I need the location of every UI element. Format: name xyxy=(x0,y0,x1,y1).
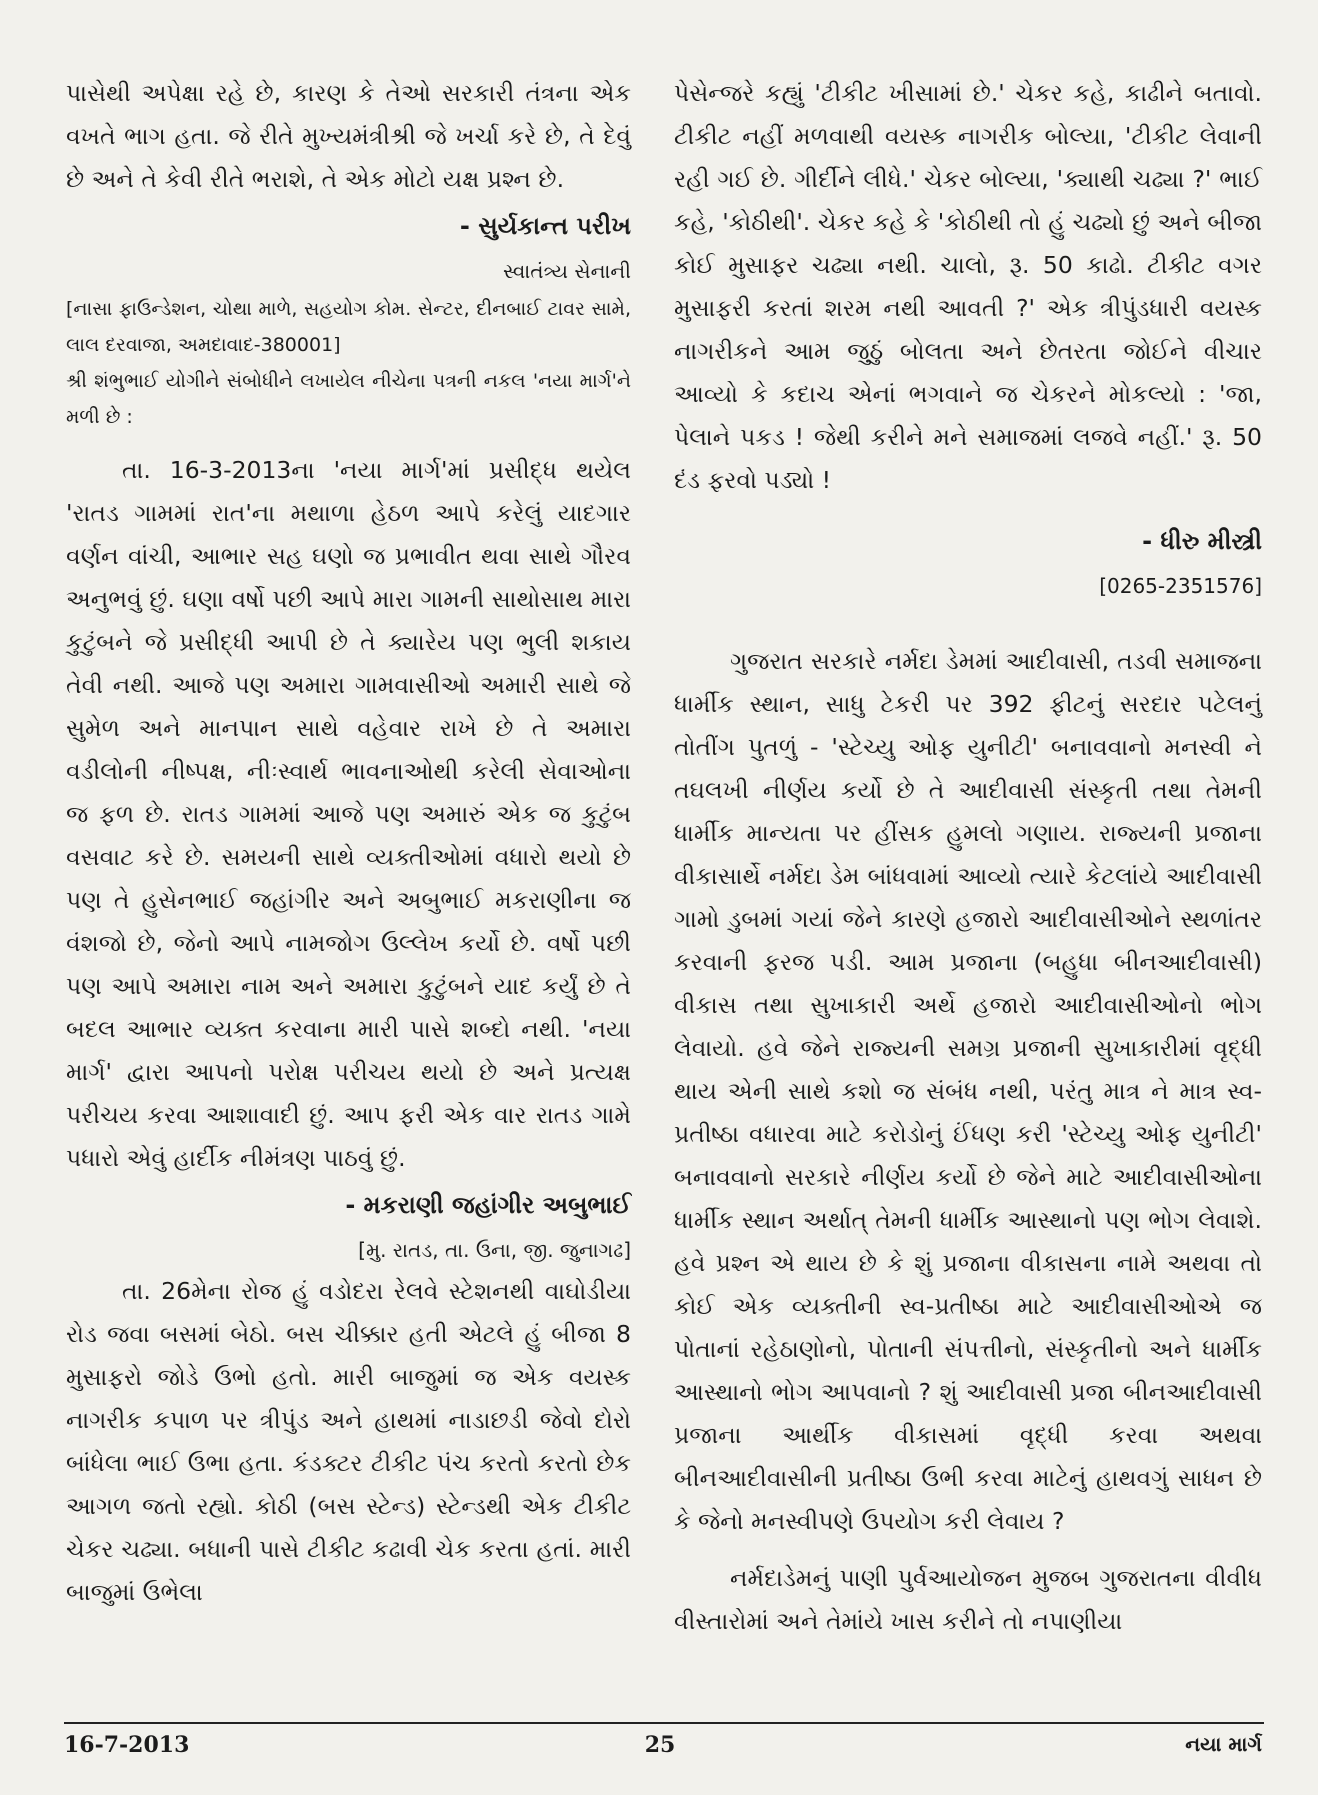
intro-note: શ્રી શંભુભાઈ યોગીને સંબોધીને લખાયેલ નીચેના પત્રની નકલ 'નયા માર્ગ'ને મળી છે : xyxy=(66,370,631,428)
page-number: 25 xyxy=(644,1732,676,1758)
signature: - સુર્યકાન્ત પરીખ xyxy=(459,212,631,240)
paragraph: તા. 16-3-2013ના 'નયા માર્ગ'માં પ્રસીદ્ધ થયેલ 'રાતડ ગામમાં રાત'ના મથાળા હેઠળ આપે કરેલું યાદગાર વર્ણન વાંચી, આભાર સહ ઘણો જ પ્રભાવીત થવા સાથે ગૌરવ અનુભવું છું. ઘણા વર્ષો પછી આપે મારા ગામની સાથોસાથ મારા કુટુંબને જે પ્રસીદ્ધી આપી છે તે ક્યારેય પણ ભુલી શકાય તેવી નથી. આજે પણ અમારા ગામવાસીઓ અમારી સાથે જે સુમેળ અને માનપાન સાથે વહેવાર રાખે છે તે અમારા વડીલોની નીષ્પક્ષ, નીઃસ્વાર્થ ભાવનાઓથી કરેલી સેવાઓના જ ફળ છે. રાતડ ગામમાં આજે પણ અમારું એક જ કુટુંબ વસવાટ કરે છે. સમયની સાથે વ્યક્તીઓમાં વધારો થયો છે પણ તે હુસેનભાઈ જહાંગીર અને અબુભાઈ મકરાણીના જ વંશજો છે, જેનો આપે નામજોગ ઉલ્લેખ કર્યો છે. વર્ષો પછી પણ આપે અમારા નામ અને અમારા કુટુંબને યાદ કર્યું છે તે બદલ આભાર વ્યક્ત કરવાના મારી પાસે શબ્દો નથી. 'નયા માર્ગ' દ્વારા આપનો પરોક્ષ પરીચય થયો છે અને પ્રત્યક્ષ પરીચય કરવા આશાવાદી છું. આપ ફરી એક વાર રાતડ ગામે પધારો એવું હાર્દીક નીમંત્રણ પાઠવું છું. xyxy=(66,456,631,1172)
publication-name: નયા માર્ગ xyxy=(1185,1732,1262,1756)
footer-divider xyxy=(64,1722,1264,1724)
paragraph: નર્મદાડેમનું પાણી પુર્વઆયોજન મુજબ ગુજરાતના વીવીધ વીસ્તારોમાં અને તેમાંયે ખાસ કરીને તો નપાણીયા xyxy=(674,1564,1262,1635)
signature-title: સ્વાતંત્ર્ય સેનાની xyxy=(503,259,631,283)
address: [મુ. રાતડ, તા. ઉના, જી. જુનાગઢ] xyxy=(358,1238,631,1262)
paragraph: પાસેથી અપેક્ષા રહે છે, કારણ કે તેઓ સરકારી તંત્રના એક વખતે ભાગ હતા. જે રીતે મુખ્યમંત્રીશ્રી જે ખર્ચા કરે છે, તે દેવું છે અને તે કેવી રીતે ભરાશે, તે એક મોટો યક્ષ પ્રશ્ન છે. xyxy=(66,79,631,193)
phone-number: [0265-2351576] xyxy=(1099,574,1262,598)
left-column xyxy=(66,72,631,1614)
signature: - મકરાણી જહાંગીર અબુભાઈ xyxy=(345,1191,631,1219)
paragraph: તા. 26મેના રોજ હું વડોદરા રેલવે સ્ટેશનથી વાઘોડીયા રોડ જવા બસમાં બેઠો. બસ ચીક્કાર હતી એટલે હું બીજા 8 મુસાફરો જોડે ઉભો હતો. મારી બાજુમાં જ એક વયસ્ક નાગરીક કપાળ પર ત્રીપુંડ અને હાથમાં નાડાછડી જેવો દોરો બાંધેલા ભાઈ ઉભા હતા. કંડક્ટર ટીકીટ પંચ કરતો કરતો છેક આગળ જતો રહ્યો. કોઠી (બસ સ્ટેન્ડ) સ્ટેન્ડથી એક ટીકીટ ચેકર ચઢ્યા. બધાની પાસે ટીકીટ કઢાવી ચેક કરતા હતાં. મારી બાજુમાં ઉભેલા xyxy=(66,1277,631,1606)
right-column xyxy=(674,72,1262,1643)
footer-date: 16-7-2013 xyxy=(64,1732,190,1758)
signature: - ધીરુ મીસ્ત્રી xyxy=(1142,527,1262,555)
paragraph: પેસેન્જરે કહ્યું 'ટીકીટ ખીસામાં છે.' ચેકર કહે, કાઢીને બતાવો. ટીકીટ નહીં મળવાથી વયસ્ક નાગરીક બોલ્યા, 'ટીકીટ લેવાની રહી ગઈ છે. ગીર્દીને લીધે.' ચેકર બોલ્યા, 'ક્યાથી ચઢ્યા ?' ભાઈ કહે, 'કોઠીથી'. ચેકર કહે કે 'કોઠીથી તો હું ચઢ્યો છું અને બીજા કોઈ મુસાફર ચઢ્યા નથી. ચાલો, રૂ. 50 કાઢો. ટીકીટ વગર મુસાફરી કરતાં શરમ નથી આવતી ?' એક ત્રીપુંડધારી વયસ્ક નાગરીકને આમ જુઠું બોલતા અને છેતરતા જોઈને વીચાર આવ્યો કે કદાચ એનાં ભગવાને જ ચેકરને મોકલ્યો : 'જા, પેલાને પકડ ! જેથી કરીને મને સમાજમાં લજવે નહીં.' રૂ. 50 દંડ ફરવો પડ્યો ! xyxy=(674,79,1262,494)
paragraph: ગુજરાત સરકારે નર્મદા ડેમમાં આદીવાસી, તડવી સમાજના ધાર્મીક સ્થાન, સાધુ ટેકરી પર 392 ફીટનું સરદાર પટેલનું તોતીંગ પુતળું - 'સ્ટેચ્યુ ઓફ યુનીટી' બનાવવાનો મનસ્વી ને તઘલખી નીર્ણય કર્યો છે તે આદીવાસી સંસ્કૃતી તથા તેમની ધાર્મીક માન્યતા પર હીંસક હુમલો ગણાય. રાજ્યની પ્રજાના વીકાસાર્થે નર્મદા ડેમ બાંધવામાં આવ્યો ત્યારે કેટલાંયે આદીવાસી ગામો ડુબમાં ગયાં જેને કારણે હજારો આદીવાસીઓને સ્થળાંતર કરવાની ફરજ પડી. આમ પ્રજાના (બહુધા બીનઆદીવાસી) વીકાસ તથા સુખાકારી અર્થે હજારો આદીવાસીઓનો ભોગ લેવાયો. હવે જેને રાજ્યની સમગ્ર પ્રજાની સુખાકારીમાં વૃદ્ધી થાય એની સાથે કશો જ સંબંધ નથી, પરંતુ માત્ર ને માત્ર સ્વ-પ્રતીષ્ઠા વધારવા માટે કરોડોનું ઈંધણ કરી 'સ્ટેચ્યુ ઓફ યુનીટી' બનાવવાનો સરકારે નીર્ણય કર્યો છે જેને માટે આદીવાસીઓના ધાર્મીક સ્થાન અર્થાત્ તેમની ધાર્મીક આસ્થાનો પણ ભોગ લેવાશે. હવે પ્રશ્ન એ થાય છે કે શું પ્રજાના વીકાસના નામે અથવા તો કોઈ એક વ્યક્તીની સ્વ-પ્રતીષ્ઠા માટે આદીવાસીઓએ જ પોતાનાં રહેઠાણોનો, પોતાની સંપત્તીનો, સંસ્કૃતીનો અને ધાર્મીક આસ્થાનો ભોગ આપવાનો ? શું આદીવાસી પ્રજા બીનઆદીવાસી પ્રજાના આર્થીક વીકાસમાં વૃદ્ધી કરવા અથવા બીનઆદીવાસીની પ્રતીષ્ઠા ઉભી કરવા માટેનું હાથવગું સાધન છે કે જેનો મનસ્વીપણે ઉપયોગ કરી લેવાય ? xyxy=(674,647,1262,1535)
address: [નાસા ફાઉન્ડેશન, ચોથા માળે, સહયોગ કોમ. સેન્ટર, દીનબાઈ ટાવર સામે, લાલ દરવાજા, અમદાવાદ-380001] xyxy=(66,298,631,356)
